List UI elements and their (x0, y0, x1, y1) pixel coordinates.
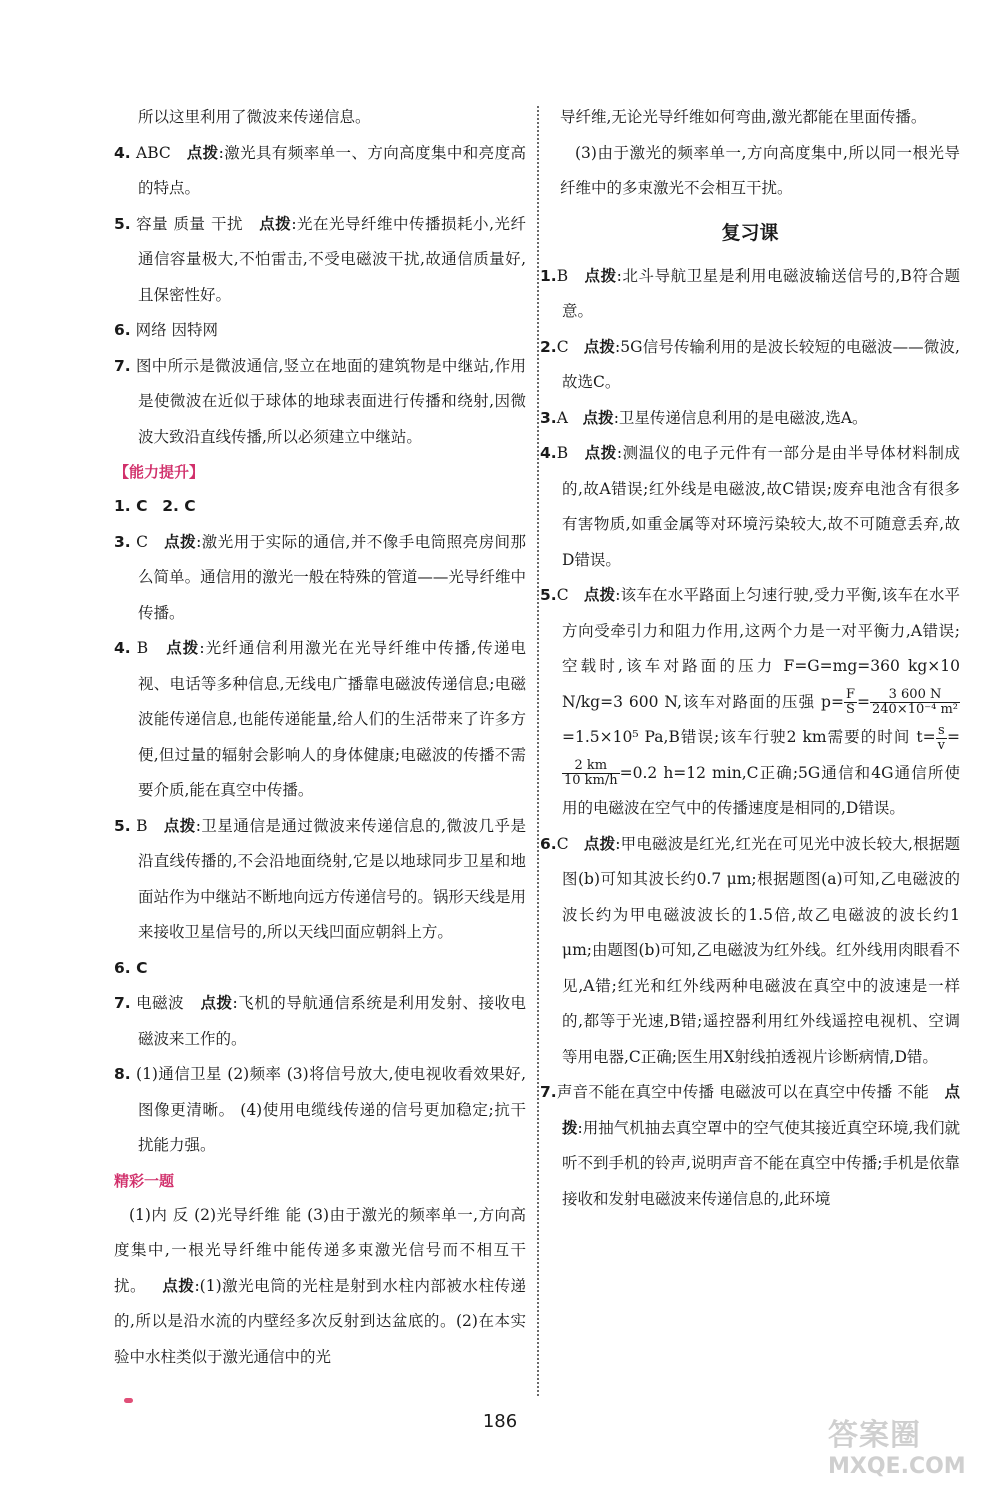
review-item-6: 6.C 点拨:甲电磁波是红光,红光在可见光中波长较大,根据题图(b)可知其波长约0.7 μm;根据题图(a)可知,乙电磁波的波长约为甲电磁波波长的1.5倍,故乙电磁波的波长约1 μm;由题图(b)可知,乙电磁波为红外线。红外线用肉眼看不见,A错;红光和红外线两种电磁波在真空中的波速是一样的,都等于光速,B错;遥控器利用红外线遥控电视机、空调等用电器,C正确;医生用X射线拍透视片诊断病情,D错。 (540, 834, 961, 1066)
fraction-pressure: $\frac{3 600 N}{\text{240×10⁻⁴ m²}}$ (872, 687, 958, 717)
watermark-logo (828, 1410, 978, 1482)
answer-items-1-2: 1. C 2. C (114, 497, 196, 515)
left-continued-text: 所以这里利用了微波来传递信息。 (138, 108, 371, 126)
decorative-pink-mark (124, 1398, 133, 1403)
fraction-f-over-s: $\frac{F}{S}$ (845, 687, 855, 717)
answer-item-5: 5. 容量 质量 干扰 点拨:光在光导纤维中传播损耗小,光纤通信容量极大,不怕雷击,不受电磁波干扰,故通信质量好,且保密性好。 (114, 214, 526, 304)
watermark-en: MXQE.COM (828, 1454, 966, 1479)
review-item-3: 3.A 点拨:卫星传递信息利用的是电磁波,选A。 (540, 408, 868, 427)
ability-item-4: 4. B 点拨:光纤通信利用激光在光导纤维中传播,传递电视、电话等多种信息,无线电广播靠电磁波传递信息;电磁波能传递信息,也能传递能量,给人们的生活带来了许多方便,但过量的辐射会影响人的身体健康;电磁波的传播不需要介质,能在真空中传播。 (114, 639, 526, 799)
review-item-2: 2.C 点拨:5G信号传输利用的是波长较短的电磁波——微波,故选C。 (540, 337, 960, 391)
watermark-cn: 答案圈 (828, 1418, 921, 1453)
review-title: 复习课 (721, 221, 779, 244)
ability-item-8: 8. (1)通信卫星 (2)频率 (3)将信号放大,使电视收看效果好,图像更清晰。 (4)使用电缆线传递的信号更加稳定;抗干扰能力强。 (114, 1065, 526, 1154)
right-column (540, 100, 960, 1217)
review-item-5: 5.C 点拨:该车在水平路面上匀速行驶,受力平衡,该车在水平方向受牵引力和阻力作用,这两个力是一对平衡力,A错误;空载时,该车对路面的压力 F=G=mg=360 kg×10 N/kg=3 600 N,该车对路面的压强 p= $\frac{F}{S}$ = $\frac{3 600 N}{\text{240×10⁻⁴ m²}}$ =1.5×10⁵ Pa,B错误;该车行驶2 km需要的时间 t= $\frac{s}{v}$ = $\frac{2 km}{10 km/h}$ =0.2 h=12 min,C正确;5G通信和4G通信所使用的电磁波在空气中的传播速度是相同的,D错误。 (540, 586, 961, 817)
review-item-4: 4.B 点拨:测温仪的电子元件有一部分是由半导体材料制成的,故A错误;红外线是电磁波,故C错误;废弃电池含有很多有害物质,如重金属等对环境污染较大,故不可随意丢弃,故D错误。 (540, 444, 960, 569)
ability-item-6: 6. C (114, 958, 148, 977)
answer-item-6: 6. 网络 因特网 (114, 321, 219, 339)
answer-item-7: 7. 图中所示是微波通信,竖立在地面的建筑物是中继站,作用是使微波在近似于球体的地球表面进行传播和绕射,因微波大致沿直线传播,所以必须建立中继站。 (114, 356, 526, 446)
right-continued-text: 导纤维,无论光导纤维如何弯曲,激光都能在里面传播。 (560, 108, 927, 126)
ability-item-3: 3. C 点拨:激光用于实际的通信,并不像手电筒照亮房间那么简单。通信用的激光一般在特殊的管道——光导纤维中传播。 (114, 532, 527, 622)
section-title-ability: 【能力提升】 (114, 463, 205, 481)
fraction-time: $\frac{2 km}{10 km/h}$ (564, 758, 618, 788)
review-item-7: 7.声音不能在真空中传播 电磁波可以在真空中传播 不能 点拨:用抽气机抽去真空罩中的空气使其接近真空环境,我们就听不到手机的铃声,说明声音不能在真空中传播;手机是依靠接收和发射电磁波来传递信息的,此环境 (540, 1083, 961, 1208)
answer-item-4: 4. ABC 点拨:激光具有频率单一、方向高度集中和亮度高的特点。 (114, 143, 526, 197)
highlight-answer: (1)内 反 (2)光导纤维 能 (3)由于激光的频率单一,方向高度集中,一根光导纤维中能传递多束激光信号而不相互干扰。 点拨:(1)激光电筒的光柱是射到水柱内部被水柱传递的,所以是沿水流的内壁经多次反射到达盆底的。(2)在本实验中水柱类似于激光通信中的光 (114, 1205, 526, 1366)
ability-item-7: 7. 电磁波 点拨:飞机的导航通信系统是利用发射、接收电磁波来工作的。 (114, 994, 526, 1048)
section-title-highlight: 精彩一题 (114, 1171, 175, 1190)
fraction-s-over-v: $\frac{s}{v}$ (937, 722, 945, 753)
right-continued-text-2: (3)由于激光的频率单一,方向高度集中,所以同一根光导纤维中的多束激光不会相互干扰。 (560, 143, 960, 197)
ability-item-5: 5. B 点拨:卫星通信是通过微波来传递信息的,微波几乎是沿直线传播的,不会沿地面绕射,它是以地球同步卫星和地面站作为中继站不断地向远方传递信号的。锅形天线是用来接收卫星信号的,所以天线凹面应朝斜上方。 (114, 816, 526, 941)
left-column (114, 100, 526, 1375)
column-divider (537, 106, 539, 1396)
review-item-1: 1.B 点拨:北斗导航卫星是利用电磁波输送信号的,B符合题意。 (540, 266, 960, 320)
page-number: 186 (482, 1411, 518, 1432)
